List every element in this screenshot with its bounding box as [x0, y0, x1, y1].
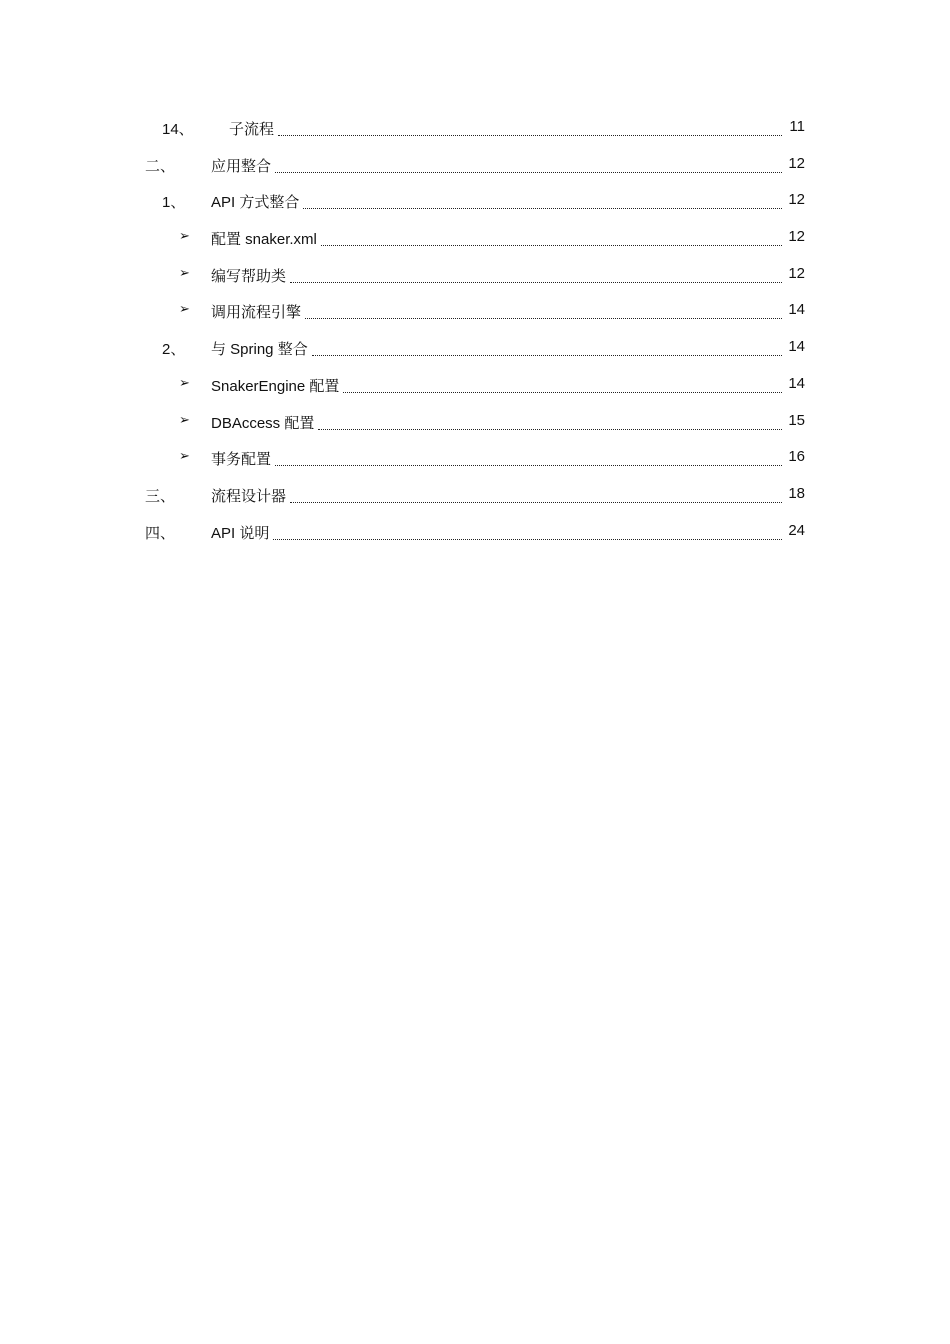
toc-leader-dots: [318, 412, 782, 430]
bullet-arrow-icon: ➢: [179, 411, 190, 427]
toc-entry-page-number: 14: [783, 338, 805, 355]
toc-leader-dots: [273, 522, 782, 540]
toc-entry-page-number: 12: [783, 191, 805, 208]
toc-leader-dots: [275, 448, 782, 466]
toc-entry[interactable]: [0, 220, 950, 257]
toc-entry-title: 调用流程引擎: [211, 301, 303, 322]
toc-entry-title: SnakerEngine 配置: [211, 375, 341, 396]
toc-entry[interactable]: [0, 330, 950, 367]
toc-entry-page-number: 14: [783, 301, 805, 318]
toc-entry-title: API 说明: [211, 522, 271, 543]
toc-entry[interactable]: [0, 147, 950, 184]
toc-entry-number: 三、: [145, 487, 176, 505]
toc-entry[interactable]: [0, 183, 950, 220]
toc-entry-title: API 方式整合: [211, 191, 301, 212]
toc-entry-page-number: 24: [783, 522, 805, 539]
toc-entry-number: 1、: [162, 194, 186, 212]
toc-entry[interactable]: [0, 257, 950, 294]
toc-entry[interactable]: [0, 367, 950, 404]
toc-entry-page-number: 18: [783, 485, 805, 502]
toc-entry-title: 配置 snaker.xml: [211, 228, 319, 249]
toc-leader-dots: [343, 375, 782, 393]
toc-entry-title: 流程设计器: [211, 485, 288, 506]
toc-entry-page-number: 15: [783, 412, 805, 429]
toc-entry-title: 事务配置: [211, 448, 273, 469]
toc-entry-page-number: 12: [783, 155, 805, 172]
bullet-arrow-icon: ➢: [179, 264, 190, 280]
toc-entry-page-number: 16: [783, 448, 805, 465]
toc-entry[interactable]: [0, 293, 950, 330]
toc-entry-page-number: 12: [783, 228, 805, 245]
toc-entry-page-number: 14: [783, 375, 805, 392]
bullet-arrow-icon: ➢: [179, 301, 190, 317]
toc-leader-dots: [321, 228, 782, 246]
toc-entry-title: 子流程: [229, 118, 276, 139]
bullet-arrow-icon: ➢: [179, 448, 190, 464]
toc-entry-page-number: 11: [783, 118, 805, 135]
toc-entry-number: 四、: [145, 524, 176, 542]
toc-leader-dots: [278, 118, 782, 136]
toc-entry-number: 二、: [145, 157, 176, 175]
toc-leader-dots: [305, 301, 782, 319]
bullet-arrow-icon: ➢: [179, 374, 190, 390]
toc-entry[interactable]: [0, 110, 950, 147]
toc-leader-dots: [275, 155, 782, 173]
toc-entry-title: 编写帮助类: [211, 265, 288, 286]
bullet-arrow-icon: ➢: [179, 228, 190, 244]
toc-entry[interactable]: [0, 440, 950, 477]
toc-leader-dots: [290, 485, 782, 503]
toc-entry-number: 2、: [162, 341, 186, 359]
toc-leader-dots: [312, 338, 782, 356]
toc-entry[interactable]: [0, 514, 950, 551]
toc-entry-title: DBAccess 配置: [211, 412, 316, 433]
toc-entry-page-number: 12: [783, 265, 805, 282]
table-of-contents: [0, 110, 950, 550]
toc-entry-number: 14、: [162, 121, 194, 138]
toc-leader-dots: [303, 191, 782, 209]
toc-entry-title: 与 Spring 整合: [211, 338, 310, 359]
toc-entry-title: 应用整合: [211, 155, 273, 176]
toc-leader-dots: [290, 265, 782, 283]
toc-entry[interactable]: [0, 404, 950, 441]
toc-entry[interactable]: [0, 477, 950, 514]
